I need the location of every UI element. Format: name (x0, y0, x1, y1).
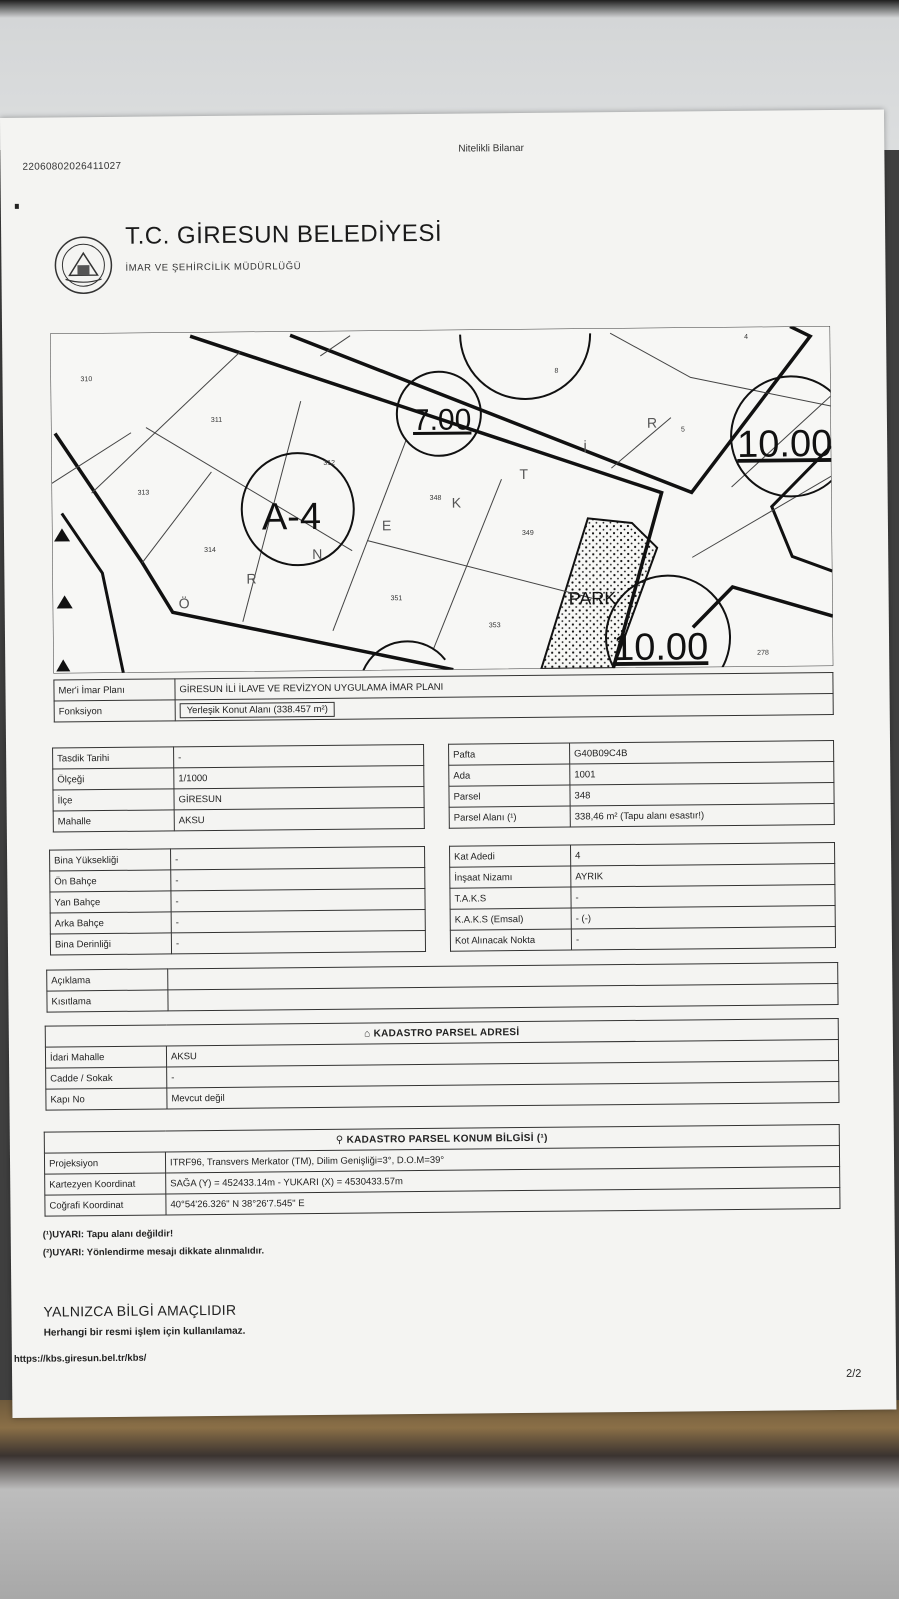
location-title: KADASTRO PARSEL KONUM BİLGİSİ (¹) (346, 1132, 548, 1146)
cell-label: Kot Alınacak Nokta (450, 929, 571, 951)
cell-label: T.A.K.S (450, 887, 571, 909)
cell-value: 4 (571, 843, 835, 867)
plan-label: Mer'i İmar Planı (54, 679, 175, 701)
street-letter: R (246, 570, 257, 587)
table-row (50, 930, 425, 955)
table-row (449, 804, 834, 829)
cell-value: - (171, 930, 425, 953)
cell-label: Tasdik Tarihi (53, 747, 174, 769)
parcel-label: 349 (521, 529, 534, 538)
parcel-label: 312 (323, 459, 336, 467)
background-bottom (0, 1400, 899, 1599)
cell-value: Mevcut değil (167, 1081, 839, 1108)
street-letter: E (381, 517, 392, 534)
cell-value: - (571, 927, 835, 951)
cell-label: Arka Bahçe (50, 912, 171, 934)
street-letter: T (519, 465, 529, 483)
cell-label: İlçe (53, 789, 174, 811)
cell-value: - (171, 846, 425, 869)
page-subtitle: İMAR VE ŞEHİRCİLİK MÜDÜRLÜĞÜ (125, 261, 302, 274)
function-value: Yerleşik Konut Alanı (338.457 m²) (180, 701, 335, 717)
info-only-title: YALNIZCA BİLGİ AMAÇLIDIR (43, 1301, 237, 1320)
notes-table (46, 962, 838, 1013)
warning-1: (¹)UYARI: Tapu alanı değildir! (42, 1228, 174, 1241)
zone-label-7: 7.00 (412, 403, 472, 438)
zone-label-10-right: 10.00 (736, 423, 833, 466)
document-id: 22060802026411027 (22, 160, 122, 173)
document-page (0, 110, 896, 1418)
parcel-label: 8 (554, 367, 559, 375)
cell-label: K.A.K.S (Emsal) (450, 908, 571, 930)
building-right-table (449, 842, 836, 952)
cell-label: İnşaat Nizamı (450, 866, 571, 888)
cell-label: Kartezyen Koordinat (45, 1173, 166, 1195)
cell-label: Açıklama (47, 969, 168, 991)
cell-value: - (571, 885, 835, 909)
cell-label: İdari Mahalle (45, 1046, 166, 1068)
home-icon: ⌂ (364, 1027, 371, 1040)
info-right-table (448, 740, 835, 829)
cell-label: Parsel (449, 785, 570, 807)
cell-label: Bina Derinliği (50, 933, 171, 955)
cell-value: 40°54'26.326" N 38°26'7.545" E (166, 1187, 840, 1214)
page-number: 2/2 (846, 1367, 862, 1380)
cell-label: Ada (449, 764, 570, 786)
street-letter: Ö (178, 595, 190, 612)
cell-label: Coğrafi Koordinat (45, 1194, 166, 1216)
location-pin-icon: ⚲ (335, 1134, 344, 1146)
zone-label-a4: A-4 (261, 495, 322, 539)
cell-value: AKSU (166, 1039, 838, 1066)
cell-value: - (-) (571, 906, 835, 930)
cell-label: Ölçeği (53, 768, 174, 790)
function-label: Fonksiyon (54, 700, 175, 722)
info-left-table (52, 744, 425, 833)
location-table (44, 1124, 841, 1217)
cell-label: Yan Bahçe (50, 891, 171, 913)
cell-label: Ön Bahçe (50, 870, 171, 892)
street-letter: İ (583, 439, 588, 456)
plan-value: GİRESUN İLİ İLAVE VE REVİZYON UYGULAMA İMAR PLANI (175, 673, 833, 700)
cell-label: Kat Adedi (450, 845, 571, 867)
cell-value: 1001 (570, 762, 834, 786)
address-title: KADASTRO PARSEL ADRESİ (373, 1026, 520, 1039)
street-letter: N (312, 545, 323, 563)
table-row (53, 807, 424, 832)
cell-label: Parsel Alanı (¹) (449, 806, 570, 828)
margin-dot (15, 204, 19, 209)
parcel-label: 278 (757, 649, 769, 657)
cell-label: Pafta (449, 743, 570, 765)
source-url-link[interactable]: https://kbs.giresun.bel.tr/kbs/ (13, 1352, 147, 1365)
cell-value: G40B09C4B (570, 741, 834, 765)
cell-value: 1/1000 (174, 765, 424, 788)
cell-value: AYRIK (571, 864, 835, 888)
parcel-label: 353 (488, 622, 501, 630)
warning-2: (²)UYARI: Yönlendirme mesajı dikkate alınmalıdır. (42, 1245, 265, 1259)
plan-table (53, 672, 833, 722)
parcel-label-selected: 348 (429, 494, 442, 502)
parcel-label: 4 (744, 333, 749, 341)
cell-value: - (174, 744, 424, 767)
cell-label: Kısıtlama (47, 990, 168, 1012)
address-table (45, 1018, 840, 1111)
page-title: T.C. GİRESUN BELEDİYESİ (125, 219, 443, 250)
table-row (450, 927, 835, 952)
street-letter: K (451, 494, 462, 511)
cell-value: GİRESUN (174, 786, 424, 809)
cell-label: Kapı No (46, 1088, 167, 1110)
cell-label: Projeksiyon (44, 1152, 165, 1174)
cell-value: SAĞA (Y) = 452433.14m - YUKARI (X) = 4530433.57m (166, 1166, 840, 1193)
cell-label: Bina Yüksekliği (50, 849, 171, 871)
cell-value: ITRF96, Transvers Merkator (TM), Dilim Genişliği=3°, D.O.M=39° (165, 1145, 839, 1172)
cell-label: Mahalle (53, 810, 174, 832)
zone-label-10-bottom: 10.00 (612, 626, 709, 670)
building-left-table (49, 846, 426, 956)
cell-value: - (167, 1060, 839, 1087)
parcel-label: 311 (210, 416, 223, 424)
parcel-label: 5 (680, 426, 685, 434)
cell-value: 338,46 m² (Tapu alanı esastır!) (570, 804, 834, 828)
cell-label: Cadde / Sokak (46, 1067, 167, 1089)
parcel-label: 310 (80, 376, 93, 384)
cell-value: 348 (570, 783, 834, 807)
cell-value: - (171, 888, 425, 911)
parcel-label: 351 (390, 595, 403, 603)
street-letter: R (646, 414, 658, 431)
zoning-map (50, 326, 833, 673)
cell-value: - (171, 867, 425, 890)
cell-value: AKSU (174, 807, 424, 830)
top-note: Nitelikli Bilanar (458, 142, 524, 155)
parcel-label: 314 (204, 546, 216, 555)
info-only-subtitle: Herhangi bir resmi işlem için kullanılamaz. (43, 1325, 246, 1339)
parcel-label: 313 (137, 489, 150, 497)
park-label: PARK (568, 588, 617, 609)
cell-value: - (171, 909, 425, 932)
municipality-seal-icon (53, 235, 114, 296)
